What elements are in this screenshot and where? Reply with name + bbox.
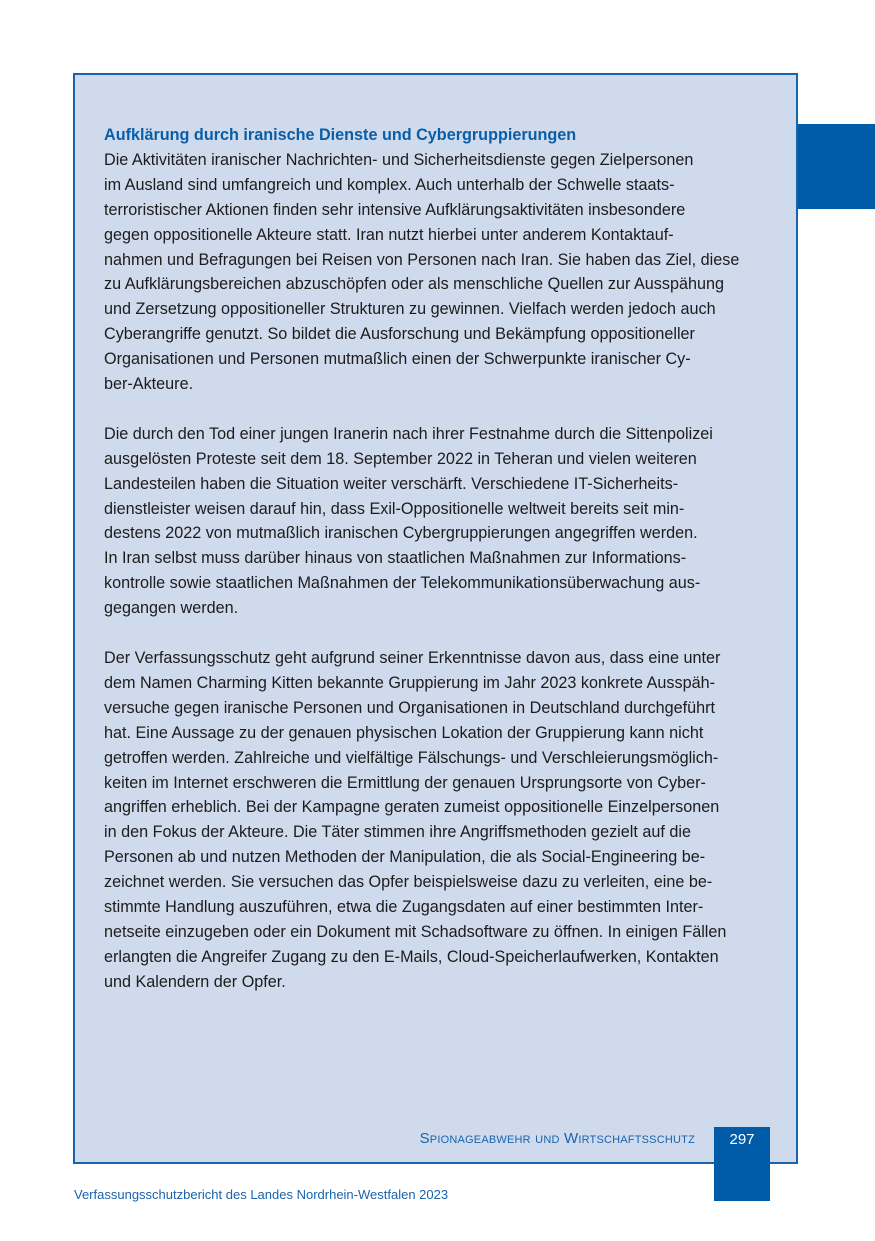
text-line: destens 2022 von mutmaßlich iranischen Cybergruppierungen angegriffen werden.: [104, 524, 698, 543]
section-heading: Aufklärung durch iranische Dienste und Cybergruppierungen: [104, 126, 577, 144]
text-line: und Kalendern der Opfer.: [104, 972, 286, 991]
paragraph-1: [104, 148, 772, 397]
text-line: gegen oppositionelle Akteure statt. Iran nutzt hierbei unter anderem Kontaktauf-: [104, 225, 674, 244]
text-line: angriffen erheblich. Bei der Kampagne geraten zumeist oppositionelle Einzelpersonen: [104, 798, 720, 817]
page-number: 297: [729, 1131, 755, 1148]
text-line: kontrolle sowie staatlichen Maßnahmen der Telekommunikationsüberwachung aus-: [104, 574, 701, 593]
text-line: Der Verfassungsschutz geht aufgrund seiner Erkenntnisse davon aus, dass eine unter: [104, 649, 721, 667]
text-line: dem Namen Charming Kitten bekannte Gruppierung im Jahr 2023 konkrete Ausspäh-: [104, 673, 715, 692]
chapter-tab-marker: [798, 124, 875, 209]
report-title: Verfassungsschutzbericht des Landes Nordrhein-Westfalen 2023: [74, 1187, 449, 1202]
paragraph-3: [104, 646, 772, 995]
footer-section-title: Spionageabwehr und Wirtschaftsschutz: [419, 1130, 695, 1147]
text-line: getroffen werden. Zahlreiche und vielfältige Fälschungs- und Verschleierungsmöglich-: [104, 748, 719, 767]
text-line: Personen ab und nutzen Methoden der Manipulation, die als Social-Engineering be-: [104, 848, 706, 867]
text-line: zeichnet werden. Sie versuchen das Opfer beispielsweise dazu zu verleiten, eine be-: [104, 873, 713, 892]
text-line: in den Fokus der Akteure. Die Täter stimmen ihre Angriffsmethoden gezielt auf die: [104, 823, 691, 842]
info-box-content: [104, 123, 772, 1020]
text-line: ausgelösten Proteste seit dem 18. September 2022 in Teheran und vielen weiteren: [104, 449, 697, 468]
text-line: im Ausland sind umfangreich und komplex. Auch unterhalb der Schwelle staats-: [104, 175, 675, 194]
text-line: terroristischer Aktionen finden sehr intensive Aufklärungsaktivitäten insbesondere: [104, 200, 686, 219]
text-line: und Zersetzung oppositioneller Strukturen zu gewinnen. Vielfach werden jedoch auch: [104, 300, 716, 319]
text-line: Die durch den Tod einer jungen Iranerin nach ihrer Festnahme durch die Sittenpolizei: [104, 424, 713, 443]
text-line: keiten im Internet erschweren die Ermittlung der genauen Ursprungsorte von Cyber-: [104, 773, 706, 792]
text-line: versuche gegen iranische Personen und Organisationen in Deutschland durchgeführt: [104, 698, 716, 717]
text-line: Landesteilen haben die Situation weiter verschärft. Verschiedene IT-Sicherheits-: [104, 474, 679, 493]
text-line: Cyberangriffe genutzt. So bildet die Ausforschung und Bekämpfung oppositioneller: [104, 325, 695, 344]
paragraph-2: [104, 422, 772, 621]
text-line: nahmen und Befragungen bei Reisen von Personen nach Iran. Sie haben das Ziel, diese: [104, 250, 740, 269]
text-line: In Iran selbst muss darüber hinaus von staatlichen Maßnahmen zur Informations-: [104, 549, 687, 568]
text-line: stimmte Handlung auszuführen, etwa die Zugangsdaten auf einer bestimmten Inter-: [104, 898, 704, 917]
text-line: Organisationen und Personen mutmaßlich einen der Schwerpunkte iranischer Cy-: [104, 350, 691, 369]
text-line: gegangen werden.: [104, 599, 239, 618]
text-line: Die Aktivitäten iranischer Nachrichten- und Sicherheitsdienste gegen Zielpersonen: [104, 150, 694, 169]
text-line: ber-Akteure.: [104, 375, 194, 394]
text-line: zu Aufklärungsbereichen abzuschöpfen oder als menschliche Quellen zur Ausspähung: [104, 275, 725, 294]
text-line: dienstleister weisen darauf hin, dass Exil-Oppositionelle weltweit bereits seit min-: [104, 499, 685, 518]
text-line: hat. Eine Aussage zu der genauen physischen Lokation der Gruppierung kann nicht: [104, 723, 704, 742]
text-line: netseite einzugeben oder ein Dokument mit Schadsoftware zu öffnen. In einigen Fällen: [104, 922, 727, 941]
text-line: erlangten die Angreifer Zugang zu den E-Mails, Cloud-Speicherlaufwerken, Kontakten: [104, 947, 719, 966]
